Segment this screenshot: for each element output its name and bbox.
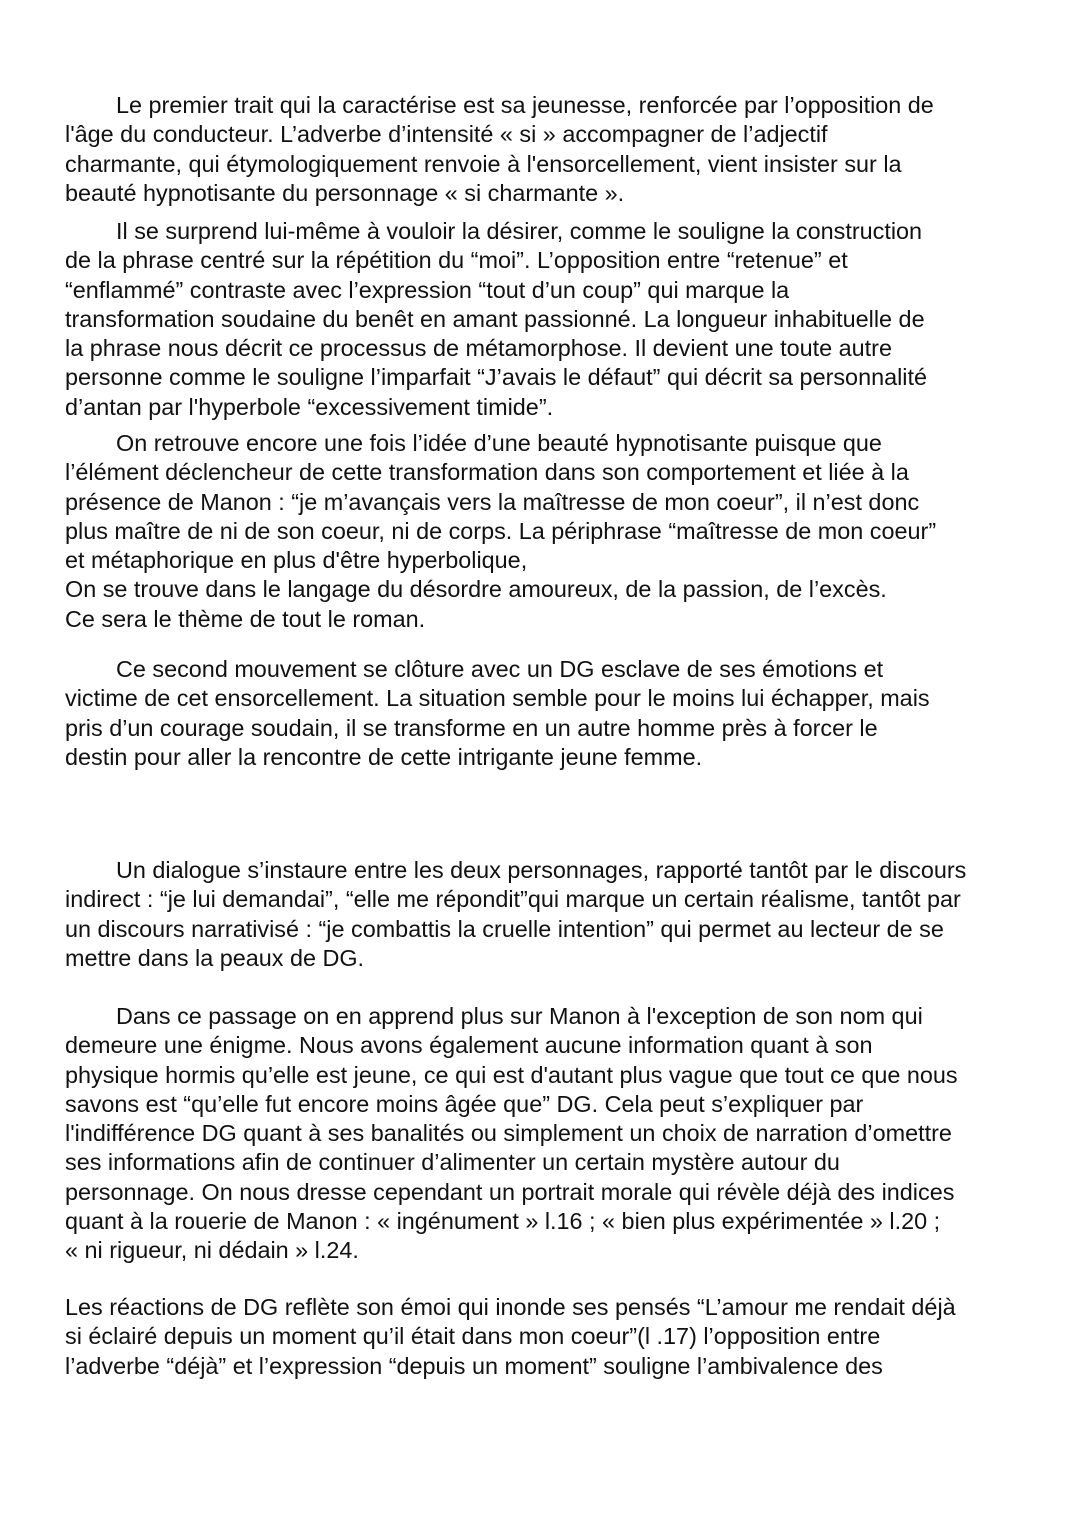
paragraph-dialogue xyxy=(65,856,1065,973)
paragraph-second-movement xyxy=(65,655,1065,772)
text-line: l’élément déclencheur de cette transformation dans son comportement et liée à la xyxy=(65,459,909,486)
text-line: savons est “qu’elle fut encore moins âgée que” DG. Cela peut s’expliquer par xyxy=(65,1090,864,1117)
text-line: Le premier trait qui la caractérise est sa jeunesse, renforcée par l’opposition de xyxy=(116,92,934,118)
text-line: demeure une énigme. Nous avons également aucune information quant à son xyxy=(65,1032,873,1059)
text-line: personnage. On nous dresse cependant un portrait morale qui révèle déjà des indices xyxy=(65,1178,955,1205)
paragraph-youth xyxy=(65,91,1065,208)
text-line: ses informations afin de continuer d’alimenter un certain mystère autour du xyxy=(65,1149,840,1176)
text-line: si éclairé depuis un moment qu’il était dans mon coeur”(l .17) l’opposition entre xyxy=(65,1323,881,1350)
text-line: Un dialogue s’instaure entre les deux personnages, rapporté tantôt par le discours xyxy=(116,857,967,883)
text-line: pris d’un courage soudain, il se transforme en un autre homme près à forcer le xyxy=(65,714,878,741)
text-line: destin pour aller la rencontre de cette intrigante jeune femme. xyxy=(65,743,703,770)
text-line: On retrouve encore une fois l’idée d’une beauté hypnotisante puisque que xyxy=(116,430,882,456)
text-line: plus maître de ni de son coeur, ni de corps. La périphrase “maîtresse de mon coeur” xyxy=(65,517,937,544)
text-line: un discours narrativisé : “je combattis la cruelle intention” qui permet au lecteur de se xyxy=(65,915,944,942)
text-line: On se trouve dans le langage du désordre amoureux, de la passion, de l’excès. xyxy=(65,576,887,603)
text-line: victime de cet ensorcellement. La situation semble pour le moins lui échapper, mais xyxy=(65,685,930,712)
text-line: l’adverbe “déjà” et l’expression “depuis un moment” souligne l’ambivalence des xyxy=(65,1352,883,1379)
paragraph-hypnotic-beauty xyxy=(65,429,1065,634)
text-line: de la phrase centré sur la répétition du “moi”. L’opposition entre “retenue” et xyxy=(65,247,848,274)
text-line: “enflammé” contraste avec l’expression “tout d’un coup” qui marque la xyxy=(65,276,790,303)
text-line: « ni rigueur, ni dédain » l.24. xyxy=(65,1237,359,1264)
text-line: l'âge du conducteur. L’adverbe d’intensité « si » accompagner de l’adjectif xyxy=(65,121,828,148)
text-line: quant à la rouerie de Manon : « ingénument » l.16 ; « bien plus expérimentée » l.20 ; xyxy=(65,1208,941,1235)
text-line: transformation soudaine du benêt en amant passionné. La longueur inhabituelle de xyxy=(65,305,925,332)
text-line: indirect : “je lui demandai”, “elle me répondit”qui marque un certain réalisme, tantôt par xyxy=(65,886,961,913)
text-line: Ce second mouvement se clôture avec un DG esclave de ses émotions et xyxy=(116,656,884,682)
paragraph-transformation xyxy=(65,217,1065,422)
text-line: personne comme le souligne l’imparfait “J’avais le défaut” qui décrit sa personnalité xyxy=(65,364,927,391)
text-line: l'indifférence DG quant à ses banalités ou simplement un choix de narration d’omettre xyxy=(65,1120,952,1147)
paragraph-dg-reactions xyxy=(65,1293,1065,1381)
paragraph-manon-portrait xyxy=(65,1002,1065,1266)
text-line: Il se surprend lui-même à vouloir la désirer, comme le souligne la construction xyxy=(116,218,923,244)
text-line: présence de Manon : “je m’avançais vers la maîtresse de mon coeur”, il n’est donc xyxy=(65,488,920,515)
text-line: Ce sera le thème de tout le roman. xyxy=(65,605,426,632)
text-line: physique hormis qu’elle est jeune, ce qui est d'autant plus vague que tout ce que nous xyxy=(65,1061,958,1088)
text-line: d’antan par l'hyperbole “excessivement timide”. xyxy=(65,393,554,420)
text-line: beauté hypnotisante du personnage « si charmante ». xyxy=(65,179,625,206)
text-line: mettre dans la peaux de DG. xyxy=(65,944,365,971)
text-line: Dans ce passage on en apprend plus sur Manon à l'exception de son nom qui xyxy=(116,1003,923,1029)
text-line: charmante, qui étymologiquement renvoie à l'ensorcellement, vient insister sur la xyxy=(65,150,902,177)
text-line: et métaphorique en plus d'être hyperbolique, xyxy=(65,547,528,574)
text-line: Les réactions de DG reflète son émoi qui inonde ses pensés “L’amour me rendait déjà xyxy=(65,1294,956,1320)
text-line: la phrase nous décrit ce processus de métamorphose. Il devient une toute autre xyxy=(65,335,892,362)
